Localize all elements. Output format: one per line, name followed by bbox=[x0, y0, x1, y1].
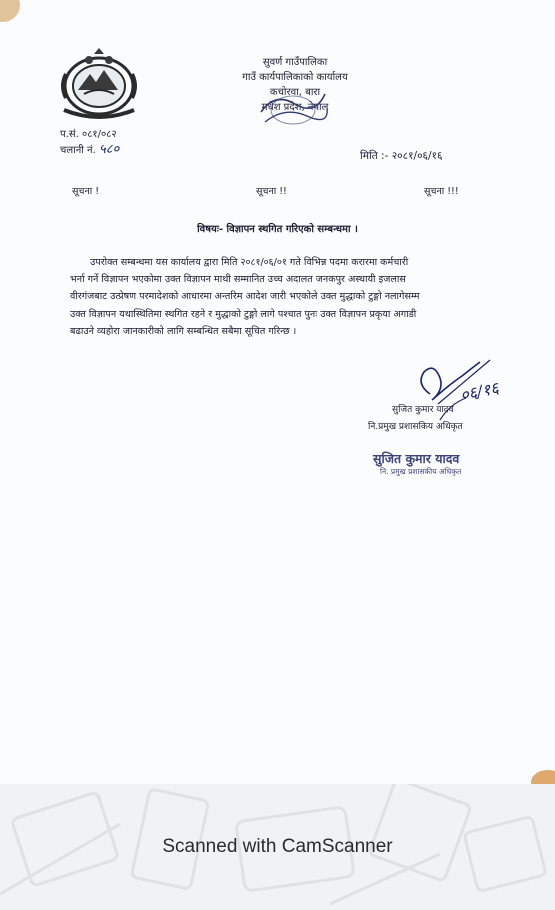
letter-subject: विषयः- विज्ञापन स्थगित गरिएको सम्बन्धमा । bbox=[197, 224, 358, 235]
signatory-title: नि.प्रमुख प्रशासकिय अधिकृत bbox=[368, 422, 463, 432]
notice-heading: सूचना !! bbox=[256, 186, 287, 197]
camscanner-watermark: Scanned with CamScanner bbox=[162, 836, 393, 857]
org-line: मधेश प्रदेश, नेपाल bbox=[261, 102, 329, 113]
org-line: गाउँ कार्यपालिकाको कार्यालय bbox=[242, 72, 348, 83]
body-line: भर्ना गर्ने विज्ञापन भएकोमा उक्त विज्ञापन माथी सम्मानित उच्च अदालत जनकपुर अस्थायी इजलास bbox=[70, 274, 406, 286]
body-line: उपरोक्त सम्बन्धमा यस कार्यालय द्वारा मिति २०८१/०६/०१ गते विभिन्न पदमा करारमा कर्मचारी bbox=[90, 257, 409, 268]
reference-number bbox=[60, 127, 119, 142]
ps-value: ०८१/०८२ bbox=[82, 129, 117, 140]
government-emblem-icon bbox=[56, 46, 142, 122]
letter-date: मिति :- २०८१/०६/१६ bbox=[360, 150, 443, 162]
chalani-label: चलानी नं. bbox=[60, 145, 96, 156]
org-line: सुवर्ण गाउँपालिका bbox=[262, 57, 328, 68]
body-line: वीरगंजबाट उत्प्रेषण परमादेशको आधारमा अन्तरिम आदेश जारी भएकोले उक्त मुद्धाको टुङ्गो नलागेसम्म bbox=[70, 291, 420, 303]
signature-handwritten-date: ०६/१६ bbox=[458, 378, 501, 405]
name-stamp-title: नि. प्रमुख प्रशासकीय अधिकृत bbox=[380, 467, 462, 476]
name-stamp: सुजित कुमार यादव bbox=[373, 451, 460, 466]
chalani-value: ५८० bbox=[98, 142, 120, 157]
dispatch-number bbox=[60, 142, 119, 158]
ps-label: प.सं. bbox=[60, 129, 79, 140]
body-line: उक्त विज्ञापन यथास्थितिमा स्थगित रहने र मुद्धाको टुङ्गो लागे पश्चात पुनः उक्त विज्ञापन प्रकृया अगाडी bbox=[70, 308, 417, 320]
signatory-name: सुजित कुमार यादव bbox=[392, 405, 454, 415]
org-line: कचोरवा, बारा bbox=[269, 87, 321, 98]
letter-body bbox=[70, 254, 530, 340]
body-line: बढाउने व्यहोरा जानकारीको लागि सम्बन्धित सबैमा सूचित गरिन्छ । bbox=[70, 325, 297, 337]
reference-block bbox=[60, 127, 119, 158]
office-stamp-icon bbox=[255, 82, 329, 132]
page-corner-mark bbox=[0, 0, 20, 22]
signature-block bbox=[350, 352, 530, 482]
page-corner-mark bbox=[531, 770, 555, 784]
notice-heading: सूचना !!! bbox=[424, 186, 459, 197]
notice-heading: सूचना ! bbox=[72, 186, 100, 197]
